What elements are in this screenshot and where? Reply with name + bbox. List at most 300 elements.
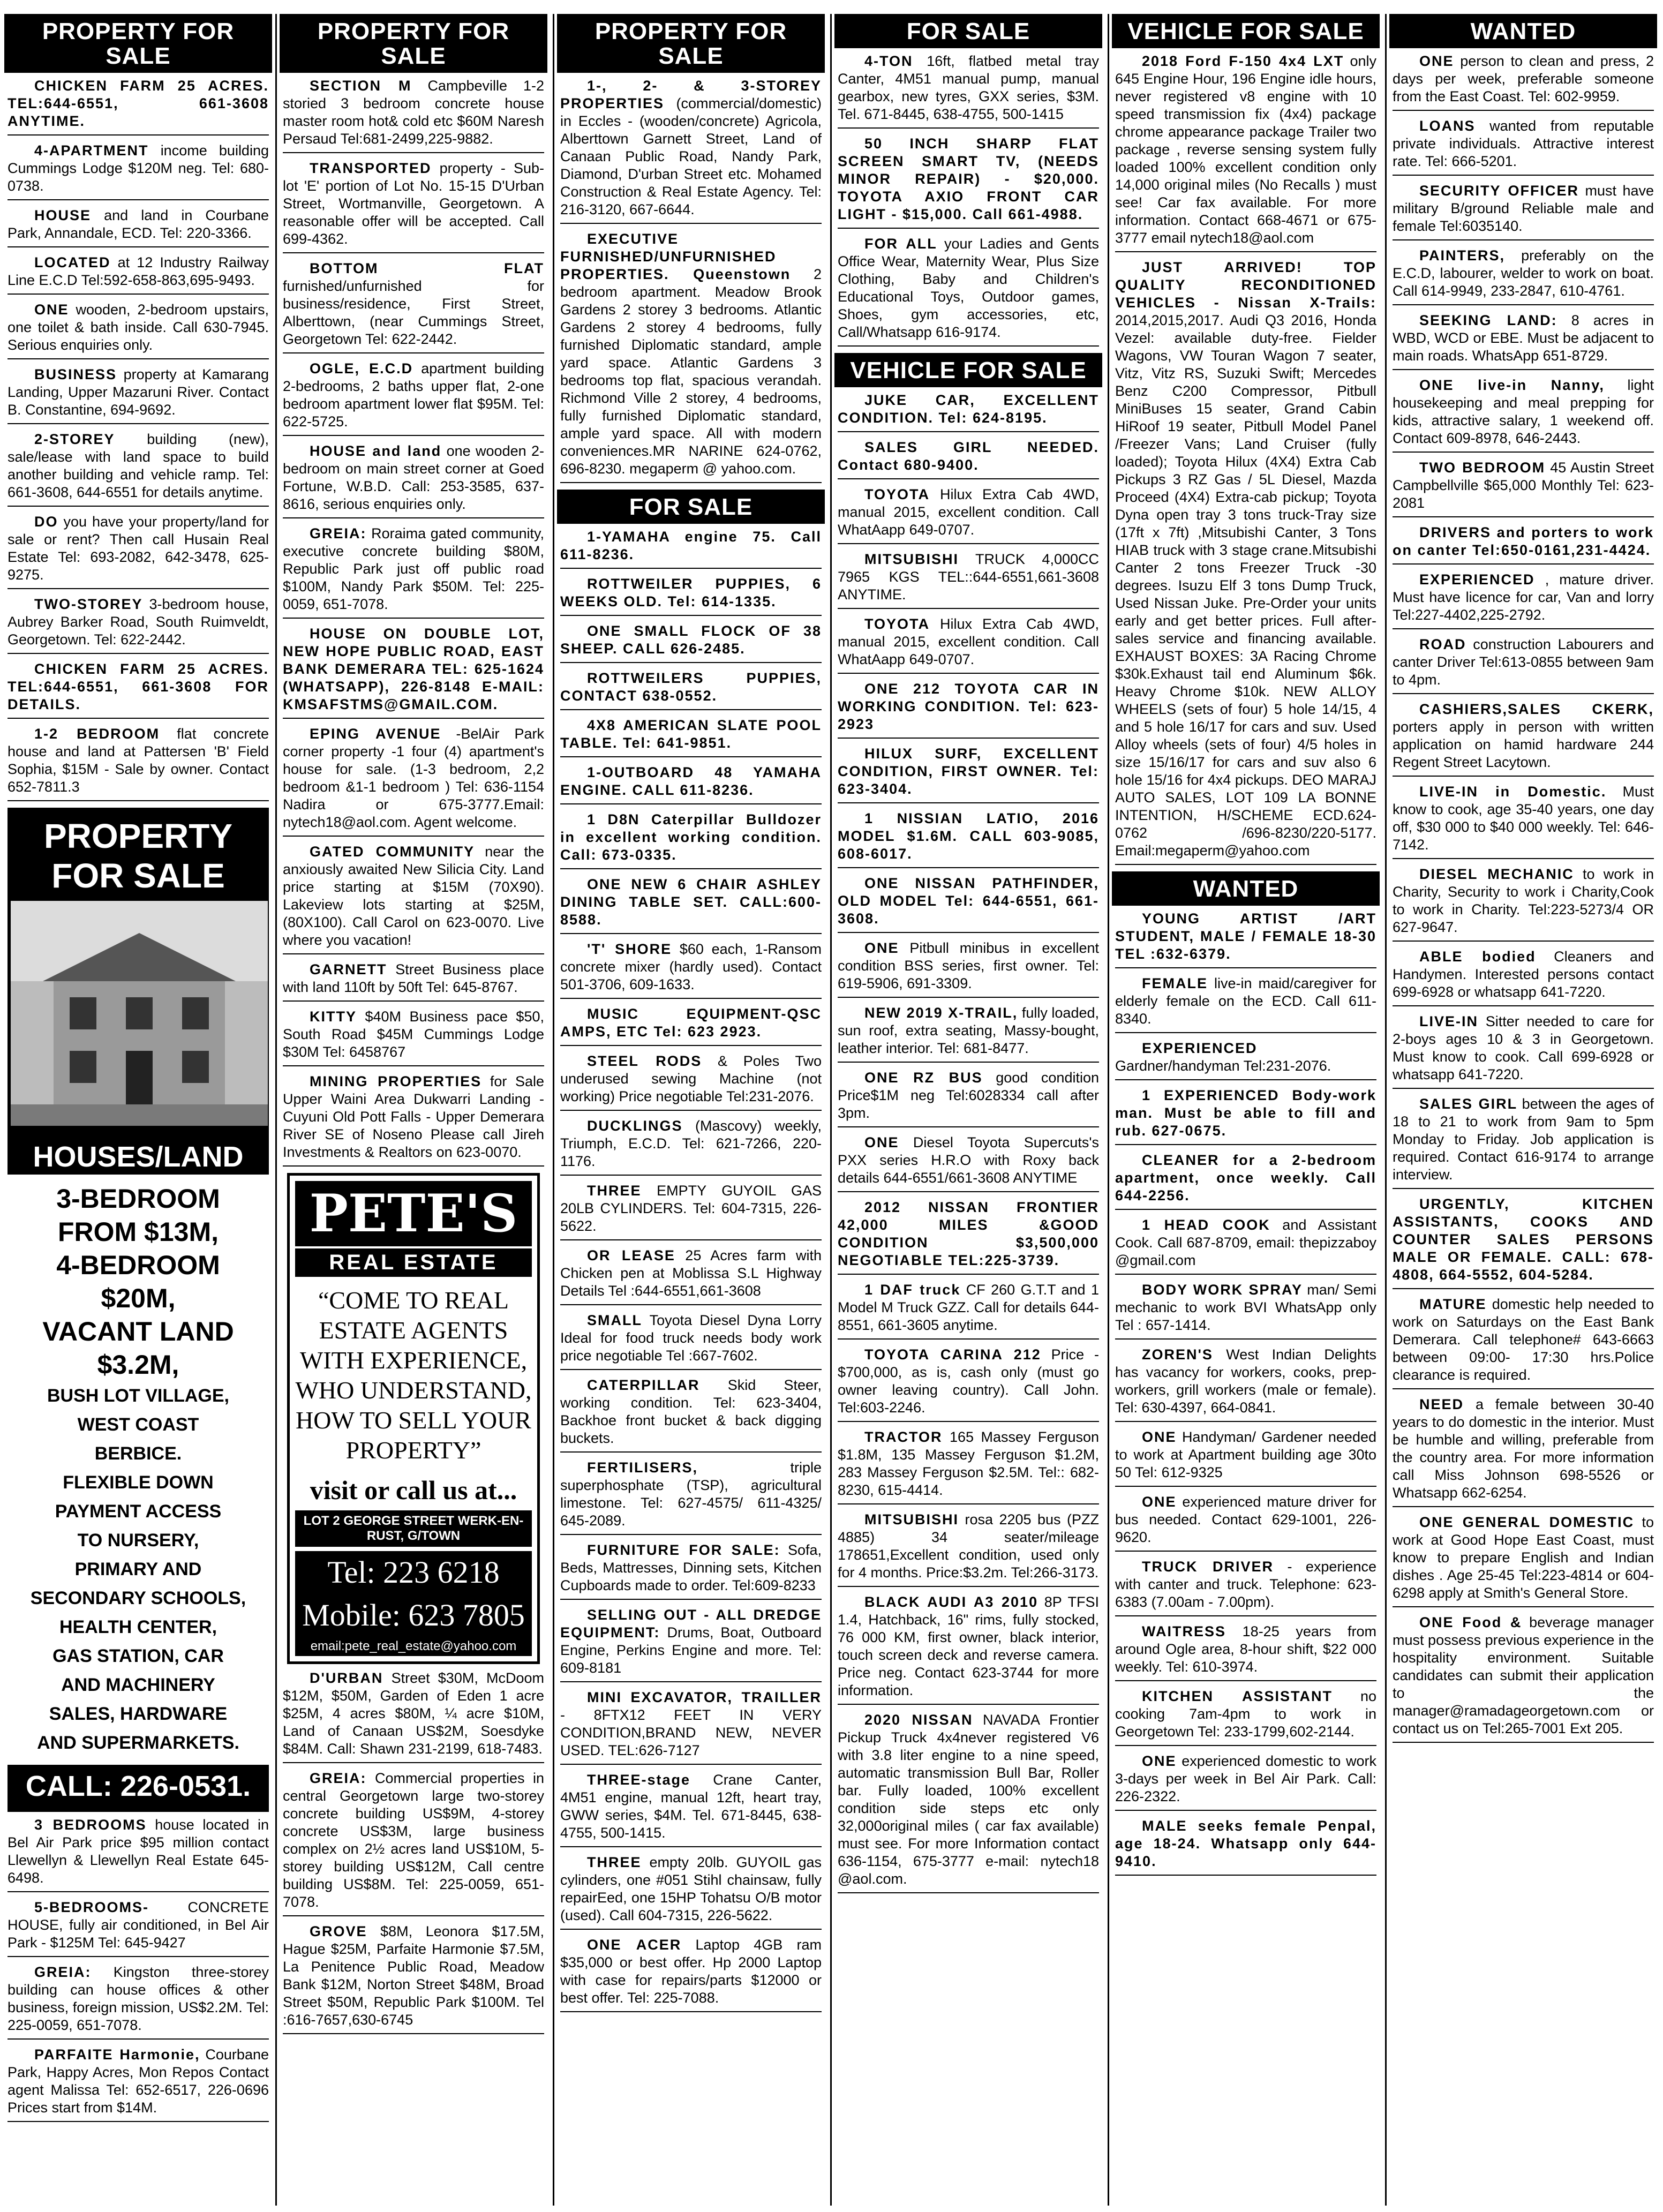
classified-ad xyxy=(1393,701,1654,777)
ad-lead: LOANS xyxy=(1419,118,1476,134)
ad-lead: BUSINESS xyxy=(34,366,117,382)
classified-ad xyxy=(1115,1752,1376,1811)
ad-lead: 1-OUTBOARD 48 YAMAHA ENGINE. CALL 611-8236. xyxy=(560,764,822,798)
ad-lead: CATERPILLAR xyxy=(587,1377,700,1393)
ad-text: CF 260 G.T.T and 1 Model M Truck GZZ. Call for details 644-8551, 661-3605 anytime. xyxy=(838,1282,1099,1333)
section-header: PROPERTY FOR SALE xyxy=(280,14,547,73)
ad-lead: TOYOTA xyxy=(864,486,930,502)
ad-text: (commercial/domestic) in Eccles - (wooden/concrete) Agricola, Alberttown Garnett Street, Land of Canaan Public Road, Nandy Park, Diamond, D'urban Street etc. Mohamed Construction & Real Estate Agency. Tel: 216-3120, 667-6644. xyxy=(560,95,822,217)
ad-lead: D'URBAN xyxy=(310,1670,383,1686)
ad-lead: MATURE xyxy=(1419,1296,1487,1312)
ad-text: furnished/unfurnished for business/residence, First Street, Alberttown, (near Cummings Street, Georgetown Tel: 622-2442. xyxy=(283,278,544,347)
ads-list-2 xyxy=(834,392,1102,1893)
ad-lead: FURNITURE FOR SALE: xyxy=(587,1542,780,1558)
ad-lead: LOCATED xyxy=(34,254,111,270)
ad-lead: HILUX SURF, EXCELLENT CONDITION, FIRST OWNER. Tel: 623-3404. xyxy=(838,746,1099,797)
classified-ad xyxy=(283,725,544,837)
classified-ad xyxy=(560,1854,822,1930)
classified-ad xyxy=(1393,1296,1654,1389)
classified-ad xyxy=(838,1281,1099,1340)
ad-text: to work at Good Hope East Coast, must know to prepare English and Indian dishes . Age 25-45 Tel:223-4814 or 604-6298 apply at Smith's General Store. xyxy=(1393,1514,1654,1601)
classified-ad xyxy=(1393,247,1654,305)
classified-ad xyxy=(1115,1558,1376,1616)
column-divider xyxy=(275,14,277,2206)
classified-ad xyxy=(1115,1817,1376,1876)
classified-ad xyxy=(1115,1281,1376,1340)
ad-text: wooden, 2-bedroom upstairs, one toilet & bath inside. Call 630-7945. Serious enquiries only. xyxy=(7,302,269,353)
ad-text: Drums, Boat, Outboard Engine, Perkins Engine and more. Tel: 609-8181 xyxy=(560,1624,822,1676)
classified-ad xyxy=(838,235,1099,347)
ad-text: to work in Charity, Security to work i Charity,Cook to work in Charity. Tel:223-5273/4 OR 627-9647. xyxy=(1393,866,1654,935)
ad-text: 2 bedroom apartment. Meadow Brook Gardens 2 storey 3 bedrooms. Atlantic Gardens 2 storey 4 bedrooms, fully furnished Diplomatic standard, ample yard space. Atlantic Gardens 3 bedrooms top flat, spacious verandah. Richmond Ville 2 storey, 4 bedrooms, fully furnished Diplomatic standard, ample yard space. All with modern conveniences.MR NARINE 624-0762, 696-8230. megaperm @ yahoo.com. xyxy=(560,266,822,477)
promo-offer xyxy=(11,1182,266,1381)
ad-lead: FEMALE xyxy=(1142,975,1208,991)
classified-ad xyxy=(283,1073,544,1167)
ad-text: apartment building 2-bedrooms, 2 baths upper flat, 2-one bedroom apartment lower flat $95M. Tel: 622-5725. xyxy=(283,360,544,430)
ad-text: person to clean and press, 2 days per week, preferable someone from the East Coast. Tel: 602-9959. xyxy=(1393,53,1654,104)
ad-lead: ONE SMALL FLOCK OF 38 SHEEP. CALL 626-2485. xyxy=(560,623,822,657)
ad-text: Toyota Diesel Dyna Lorry Ideal for food truck needs body work price negotiable Tel :667-7602. xyxy=(560,1312,822,1364)
classified-ad xyxy=(283,1770,544,1916)
promo-line: $3.2M, xyxy=(97,1350,179,1380)
ad-lead: 5-BEDROOMS- xyxy=(34,1899,149,1915)
ad-lead: 2018 Ford F-150 4x4 LXT xyxy=(1142,53,1344,69)
classified-ad xyxy=(1393,1013,1654,1089)
ad-lead: PAINTERS, xyxy=(1419,247,1506,264)
section-header: VEHICLE FOR SALE xyxy=(1112,14,1380,48)
classified-ad xyxy=(7,725,269,801)
promo-line: FLEXIBLE DOWN xyxy=(63,1472,214,1493)
ad-text: Laptop 4GB ram $35,000 or best offer. Hp 2000 Laptop with case for repairs/parts $12000 or best offer. Tel: 225-7088. xyxy=(560,1937,822,2006)
ad-lead: 1-, 2- & 3-STOREY PROPERTIES xyxy=(560,78,822,111)
ad-lead: NEW 2019 X-TRAIL, xyxy=(864,1005,1018,1021)
ad-lead: THREE-stage xyxy=(587,1772,691,1788)
ad-text: 16ft, flatbed metal tray Canter, 4M51 manual pump, manual gearbox, new tyres, GXX series, $3M. Tel. 671-8445, 638-4755, 500-1415 xyxy=(838,53,1099,122)
ad-lead: 1 HEAD COOK xyxy=(1142,1217,1270,1233)
classified-ad xyxy=(838,1593,1099,1705)
ad-text: wanted from reputable private individuals. Attractive interest rate. Tel: 666-5201. xyxy=(1393,118,1654,169)
petes-mobile: Mobile: 623 7805 xyxy=(295,1594,532,1637)
section-header: FOR SALE xyxy=(834,14,1102,48)
ad-lead: GATED COMMUNITY xyxy=(310,844,475,860)
classified-ad xyxy=(283,77,544,153)
classified-ad xyxy=(560,1182,822,1240)
ad-text: $8M, Leonora $17.5M, Hague $25M, Parfaite Harmonie $7.5M, La Penitence Public Road, Meadow Bank $12M, Norton Street $48M, Broad Street $50M, Republic Park $100M. Tel :616-7657,630-6745 xyxy=(283,1923,544,2028)
promo-line: TO NURSERY, xyxy=(77,1530,199,1551)
ad-text: building (new), sale/lease with land space to build another building and vehicle ramp. Tel: 661-3608, 644-6551 for details anytime. xyxy=(7,431,269,500)
ad-text: (Mascovy) weekly, Triumph, E.C.D. Tel: 621-7266, 220-1176. xyxy=(560,1118,822,1169)
classified-ad xyxy=(838,615,1099,674)
classified-ad xyxy=(560,575,822,616)
classified-ad xyxy=(838,392,1099,432)
ad-text: TRUCK 4,000CC 7965 KGS TEL::644-6551,661-3608 ANYTIME. xyxy=(838,551,1099,603)
ad-lead: GREIA: xyxy=(34,1964,92,1980)
classified-ad xyxy=(283,525,544,619)
ad-lead: CASHIERS,SALES CKERK, xyxy=(1419,701,1654,717)
ads-list-2 xyxy=(1112,910,1380,1876)
promo-line: WEST COAST xyxy=(77,1415,199,1435)
ad-lead: TRUCK DRIVER xyxy=(1142,1559,1274,1575)
classified-ad xyxy=(838,52,1099,129)
classified-ad xyxy=(283,1923,544,2034)
ad-lead: ONE live-in Nanny, xyxy=(1419,377,1605,393)
ad-lead: ONE xyxy=(1142,1753,1177,1769)
classified-ad xyxy=(283,260,544,353)
ad-text: Courbane Park, Happy Acres, Mon Repos Contact agent Malissa Tel: 652-6517, 226-0696 Prices start from $14M. xyxy=(7,2047,269,2116)
classified-ad xyxy=(283,360,544,436)
promo-subtitle: HOUSES/LAND xyxy=(33,1141,244,1173)
classified-ad xyxy=(7,1816,269,1892)
column-3 xyxy=(557,14,825,2206)
classified-ad xyxy=(7,513,269,589)
ad-lead: 1 D8N Caterpillar Bulldozer in excellent working condition. Call: 673-0335. xyxy=(560,811,822,863)
ad-lead: HOUSE and land xyxy=(310,443,442,459)
ad-lead: ONE NEW 6 CHAIR ASHLEY DINING TABLE SET. CALL:600-8588. xyxy=(560,876,822,928)
ad-text: - 8FTX12 FEET IN VERY CONDITION,BRAND NEW, NEVER USED. TEL:626-7127 xyxy=(560,1707,822,1758)
ad-text: , mature driver. Must have licence for car, Van and lorry Tel:227-4402,225-2792. xyxy=(1393,571,1654,623)
ad-lead: KITCHEN ASSISTANT xyxy=(1142,1688,1333,1704)
ad-lead: 2020 NISSAN xyxy=(864,1712,973,1728)
classified-ad xyxy=(838,1199,1099,1275)
classified-ad xyxy=(1393,571,1654,629)
ad-lead: TRANSPORTED xyxy=(310,160,432,176)
petes-logo-subtitle: REAL ESTATE xyxy=(295,1248,532,1277)
ad-text: 2014,2015,2017. Audi Q3 2016, Honda Vezel: available duty-free. Fielder Wagons, VW Touran Wagon 7 seater, Vitz, Vitz RS, Suzuki Swift; Mercedes Benz C200 Compressor, Pitbull MiniBuses 15 seater, Grand Cabin HiRoof 19 seater, Pitbull Model Panel /Freezer Vans; Land Cruiser (fully loaded); Toyota Hilux (4X4) Extra Cab Pickups 3 RZ Gas / 5L Diesel, Mazda Proceed (4X4) Extra-cab pickup; Toyota Dyna open tray 3 tons truck-Tray size (17ft x 7ft) ,Mitsubishi Canter, 3 Tons HIAB truck with 3 stage crane.Mitsubishi Canter 2 tons Freezer Truck -30 degrees. Isuzu Elf 3 tons Dump Truck, Used Nissan Juke. Pre-Order your units early and get better prices. Full after-sales service and financing available. EXHAUST BOXES: 3A Racing Chrome $30k.Exhaust tail end Aluminum $6k. Heavy Chrome $10k. NEW ALLOY WHEELS (sets of four) 5 hole 14/15, 4 and 5 hole 16/17 for cars and suv. Used Alloy wheels (sets of four) 4/5 holes in size 15/16/17 for cars and suv also 6 hole 15/16 for 4x4 pickups. DEO MARAJ AUTO SALES, LOT 109 LA BONNE INTENTION, H/SCHEME ECD.624-0762 /696-8230/220-5177. Email:megaperm@yahoo.com xyxy=(1115,312,1376,859)
promo-line: 3-BEDROOM xyxy=(56,1184,220,1214)
ad-lead: MALE seeks female Penpal, age 18-24. Whatsapp only 644-9410. xyxy=(1115,1818,1376,1869)
classified-ad xyxy=(7,142,269,200)
ad-text: 45 Austin Street Campbellville $65,000 Monthly Tel: 623-2081 xyxy=(1393,460,1654,511)
ad-lead: THREE xyxy=(587,1183,642,1199)
column-divider xyxy=(1108,14,1109,2206)
ad-lead: SALES GIRL NEEDED. Contact 680-9400. xyxy=(838,439,1099,473)
classified-ad xyxy=(1393,1614,1654,1743)
ad-text: your Ladies and Gents Office Wear, Maternity Wear, Plus Size Clothing, Baby and Children's Educational Toys, Outdoor games, Shoes, gym accessories, etc, Call/Whatsapp 616-9174. xyxy=(838,236,1099,340)
column-4 xyxy=(834,14,1102,2206)
ad-text: Crane Canter, 4M51 engine, manual 12ft, heart tray, GWW series, $4M. Tel. 671-8445, 638-4755, 500-1415. xyxy=(560,1772,822,1841)
ad-lead: 1-YAMAHA engine 75. Call 611-8236. xyxy=(560,529,822,562)
classified-ad xyxy=(1393,377,1654,453)
ad-lead: TWO-STOREY xyxy=(34,596,143,612)
ad-lead: HOUSE ON DOUBLE LOT, NEW HOPE PUBLIC ROAD, EAST BANK DEMERARA TEL: 625-1624 (WHATSAPP), 226-8148 E-MAIL: KMSAFSTMS@GMAIL.COM. xyxy=(283,626,544,712)
ad-lead: ABLE bodied xyxy=(1419,949,1536,965)
classified-ad xyxy=(283,625,544,719)
classified-ad xyxy=(1115,1493,1376,1552)
section-header-2: FOR SALE xyxy=(557,490,825,524)
ad-text: 8P TFSI 1.4, Hatchback, 16" rims, fully stocked, 76 000 KM, first owner, black interior, touch screen deck and reverse camera. Price neg. Contact 623-3744 for more information. xyxy=(838,1594,1099,1698)
ad-lead: 1 EXPERIENCED Body-work man. Must be able to fill and rub. 627-0675. xyxy=(1115,1087,1376,1139)
classified-ad xyxy=(283,160,544,253)
ad-text: Skid Steer, working condition. Tel: 623-3404, Backhoe front bucket & back digging buckets. xyxy=(560,1377,822,1446)
ad-text: West Indian Delights has vacancy for workers, cooks, prep-workers, grill workers (male or female). Tel: 630-4397, 664-0841. xyxy=(1115,1346,1376,1416)
ad-lead: URGENTLY, KITCHEN ASSISTANTS, COOKS AND COUNTER SALES PERSONS MALE OR FEMALE. CALL: 678-4808, 664-5552, 604-5284. xyxy=(1393,1196,1654,1283)
ad-lead: THREE xyxy=(587,1854,642,1870)
ad-text: only 645 Engine Hour, 196 Engine idle hours, never registered v8 engine with 10 speed transmission fix (4x4) package chrome appearance package Trailer two package , reverse sensing system fully loaded 100% excellent condition only 14,000 original miles (No Recalls ) must see! Car fax available. For more information. Contact 668-4671 or 675-3777 email nytech18@aol.com xyxy=(1115,53,1376,246)
classified-ad xyxy=(7,2046,269,2122)
ad-lead: EXPERIENCED xyxy=(1419,571,1535,588)
classified-ad xyxy=(1115,259,1376,865)
column-2 xyxy=(280,14,547,2206)
ad-text: CONCRETE HOUSE, fully air conditioned, in Bel Air Park - $125M Tel: 645-9427 xyxy=(7,1899,269,1951)
ad-lead: ONE GENERAL DOMESTIC xyxy=(1419,1514,1635,1530)
ad-text: empty 20lb. GUYOIL gas cylinders, one #051 Stihl chainsaw, fully repairEed, one 15HP Tohatsu O/B motor (used). Call 604-7315, 226-5622. xyxy=(560,1854,822,1923)
ad-text: property at Kamarang Landing, Upper Mazaruni River. Contact B. Constantine, 694-9692. xyxy=(7,366,269,418)
column-5 xyxy=(1112,14,1380,2206)
ad-lead: BOTTOM FLAT xyxy=(310,260,544,276)
ad-text: Pitbull minibus in excellent condition BSS series, first owner. Tel: 619-5906, 691-3309. xyxy=(838,940,1099,991)
ad-lead: 4X8 AMERICAN SLATE POOL TABLE. Tel: 641-9851. xyxy=(560,717,822,751)
classified-ad xyxy=(1115,1040,1376,1080)
classified-ad xyxy=(7,207,269,247)
ad-text: preferably on the E.C.D, labourer, welder to work on boat. Call 614-9949, 233-2847, 610-4761. xyxy=(1393,247,1654,299)
classified-ad xyxy=(560,528,822,569)
ad-text: income building Cummings Lodge $120M neg. Tel: 680-0738. xyxy=(7,142,269,194)
classified-ad xyxy=(1115,1428,1376,1487)
classified-ad xyxy=(1115,910,1376,968)
ad-lead: ONE 212 TOYOTA CAR IN WORKING CONDITION. Tel: 623-2923 xyxy=(838,681,1099,732)
classified-ad xyxy=(283,961,544,1002)
classified-ad xyxy=(1393,1195,1654,1289)
ads-list-2 xyxy=(4,1816,272,2122)
ad-text: Street $30M, McDoom $12M, $50M, Garden of Eden 1 acre $25M, 4 acres $80M, ¼ acre $10M, Land of Canaan US$2M, Soesdyke $84M. Call: Shawn 231-2199, 618-7483. xyxy=(283,1670,544,1757)
ad-lead: 1-2 BEDROOM xyxy=(34,726,160,742)
ad-text: experienced domestic to work 3-days per week in Bel Air Park. Call: 226-2322. xyxy=(1115,1753,1376,1804)
ad-text: between the ages of 18 to 21 to work from 9am to 5pm Monday to Friday. Job application is required. Contact 616-9174 to arrange interview. xyxy=(1393,1096,1654,1183)
ad-lead: ROTTWEILER PUPPIES, 6 WEEKS OLD. Tel: 614-1335. xyxy=(560,576,822,610)
ad-lead: 2012 NISSAN FRONTIER 42,000 MILES &GOOD CONDITION $3,500,000 NEGOTIABLE TEL:225-3739. xyxy=(838,1199,1099,1268)
ad-text: 18-25 years from around Ogle area, 8-hour shift, $22 000 weekly. Tel: 610-3974. xyxy=(1115,1623,1376,1675)
ads-list xyxy=(280,77,547,1167)
classified-ad xyxy=(1115,1623,1376,1681)
classified-ad xyxy=(1393,1514,1654,1607)
classified-ad xyxy=(560,941,822,999)
ad-lead: ONE xyxy=(864,940,899,956)
ad-text: and land in Courbane Park, Annandale, ECD. Tel: 220-3366. xyxy=(7,207,269,241)
ad-lead: SELLING OUT - ALL DREDGE EQUIPMENT: xyxy=(560,1607,822,1641)
section-header: WANTED xyxy=(1389,14,1657,48)
petes-quote: “COME TO REAL ESTATE AGENTS WITH EXPERIENCE, WHO UNDERSTAND, HOW TO SELL YOUR PROPERTY” xyxy=(295,1286,532,1464)
ad-text: & Poles Two underused sewing Machine (not working) Price negotiable Tel:231-2076. xyxy=(560,1053,822,1104)
ad-text: Street Business place with land 110ft by 50ft Tel: 645-8767. xyxy=(283,961,544,995)
ad-text: construction Labourers and canter Driver Tel:613-0855 between 9am to 4pm. xyxy=(1393,636,1654,688)
classified-ad xyxy=(1393,636,1654,694)
classified-ad xyxy=(838,1711,1099,1893)
ads-list xyxy=(1389,52,1657,1743)
classified-ad xyxy=(7,660,269,719)
promo-line: AND SUPERMARKETS. xyxy=(37,1733,239,1753)
ad-text: Price - $700,000, as is, cash only (must go owner leaving country). Call John. Tel:603-2246. xyxy=(838,1346,1099,1416)
section-header-2: WANTED xyxy=(1112,871,1380,906)
ad-lead: ONE ACER xyxy=(587,1937,682,1953)
ad-lead: ROAD xyxy=(1419,636,1466,652)
ad-lead: GARNETT xyxy=(310,961,387,977)
ad-text: no cooking 7am-4pm to work in Georgetown Tel: 233-1799,602-2144. xyxy=(1115,1688,1376,1740)
classified-ad xyxy=(560,1689,822,1765)
ad-text: near the anxiously awaited New Silicia City. Land price starting at $15M (70X90). Lakeview lots starting at $25M, (80X100). Call Carol on 623-0070. Live where you vacation! xyxy=(283,844,544,948)
ad-lead: ONE xyxy=(864,1134,899,1150)
ad-text: - experience with canter and truck. Telephone: 623-6383 (7.00am - 7.00pm). xyxy=(1115,1559,1376,1610)
ad-lead: DUCKLINGS xyxy=(587,1118,683,1134)
classified-ad xyxy=(1393,459,1654,517)
ad-text: for Sale Upper Waini Area Dukwarri Landing -Cuyuni Old Pott Falls - Upper Demerara River SE of Noseno Please call Jireh Investments & Realtors on 623-0070. xyxy=(283,1073,544,1160)
ad-lead: ONE RZ BUS xyxy=(864,1070,983,1086)
classified-ad xyxy=(560,1459,822,1535)
ad-text: fully loaded, sun roof, extra seating, Massy-bought, leather interior. Tel: 681-8477. xyxy=(838,1005,1099,1056)
ad-lead: JUST ARRIVED! TOP QUALITY RECONDITIONED VEHICLES - Nissan X-Trails: xyxy=(1115,259,1376,311)
column-1 xyxy=(4,14,272,2206)
ad-text: house located in Bel Air Park price $95 million contact Llewellyn & Llewellyn Real Estate 645-6498. xyxy=(7,1817,269,1886)
ad-lead: EXPERIENCED xyxy=(1142,1040,1258,1056)
ad-lead: CHICKEN FARM 25 ACRES. TEL:644-6551, 661-3608 ANYTIME. xyxy=(7,78,269,129)
ad-text: Gardner/handyman Tel:231-2076. xyxy=(1115,1058,1331,1074)
ad-lead: MITSUBISHI xyxy=(864,1511,959,1528)
promo-line: 4-BEDROOM xyxy=(56,1250,220,1280)
classified-ad xyxy=(838,1134,1099,1192)
ad-lead: HOUSE xyxy=(34,207,92,223)
ad-lead: SECURITY OFFICER xyxy=(1419,183,1579,199)
ad-text: Campbeville 1-2 storied 3 bedroom concrete house master room hot& cold etc $60M Naresh Persaud Tel:681-2499,225-9882. xyxy=(283,78,544,147)
classified-ad xyxy=(560,1936,822,2012)
classified-ad xyxy=(1393,948,1654,1006)
ad-text: Must know to cook, age 35-40 years, one day off, $30 000 to $40 000 weekly. Tel: 646-7142. xyxy=(1393,784,1654,853)
ad-lead: GROVE xyxy=(310,1923,367,1939)
ad-lead: ZOREN'S xyxy=(1142,1346,1213,1363)
classified-ad xyxy=(838,939,1099,998)
classified-ad xyxy=(7,596,269,654)
ad-text: Sofa, Beds, Mattresses, Dinning sets, Kitchen Cupboards made to order. Tel:609-8233 xyxy=(560,1542,822,1593)
ad-text: a female between 30-40 years to do domestic in the interior. Must be humble and willing, preferable from the country area. For more information call Miss Johnson 698-5526 or Whatsapp 662-6254. xyxy=(1393,1396,1654,1501)
promo-features xyxy=(11,1381,266,1757)
classified-ad xyxy=(560,230,822,483)
ad-lead: GREIA: xyxy=(310,1770,367,1786)
ad-lead: SALES GIRL xyxy=(1419,1096,1518,1112)
promo-line: $20M, xyxy=(101,1283,176,1313)
ad-lead: DO xyxy=(34,514,58,530)
ad-text: porters apply in person with written application on hamid hardware 244 Regent Street Lacytown. xyxy=(1393,719,1654,770)
ad-text: triple superphosphate (TSP), agricultural limestone. Tel: 627-4575/ 611-4325/ 645-2089. xyxy=(560,1459,822,1529)
ad-lead: STEEL RODS xyxy=(587,1053,702,1069)
promo-line: BUSH LOT VILLAGE, xyxy=(47,1386,229,1406)
promo-line: PAYMENT ACCESS xyxy=(55,1501,222,1522)
ad-text: light housekeeping and meal prepping for kids, attractive salary, 1 weekend off. Contact 609-8978, 646-2443. xyxy=(1393,377,1654,446)
ad-text: one wooden 2-bedroom on main street corner at Goed Fortune, W.B.D. Call: 253-3585, 637-8616, serious enquiries only. xyxy=(283,443,544,512)
classified-ad xyxy=(1115,975,1376,1033)
ad-lead: 3 BEDROOMS xyxy=(34,1817,147,1833)
classified-ad xyxy=(560,1376,822,1453)
ads-list xyxy=(1112,52,1380,865)
ad-text: live-in maid/caregiver for elderly female on the ECD. Call 611-8340. xyxy=(1115,975,1376,1027)
classified-ad xyxy=(7,1899,269,1957)
ad-text: Roraima gated community, executive concrete building $80M, Republic Park just off public road $100M, Nandy Park $50M. Tel: 225-0059, 651-7078. xyxy=(283,525,544,612)
petes-real-estate-ad xyxy=(287,1173,540,1664)
section-header: PROPERTY FOR SALE xyxy=(4,14,272,73)
classified-ad xyxy=(560,77,822,224)
ad-text: -BelAir Park corner property -1 four (4) apartment's house for sale. (1-3 bedroom, 2,2 bedroom &1-1 bedroom ) Tel: 636-1154 Nadira or 675-3777.Email: nytech18@aol.com. Agent welcome. xyxy=(283,726,544,830)
ad-lead: MUSIC EQUIPMENT-QSC AMPS, ETC Tel: 623 2923. xyxy=(560,1006,822,1040)
ad-lead: MINI EXCAVATOR, TRAILLER xyxy=(587,1689,822,1705)
promo-title-2: FOR SALE xyxy=(51,856,225,895)
classified-ad xyxy=(1393,783,1654,859)
classified-ad xyxy=(560,1005,822,1046)
ad-lead: CLEANER for a 2-bedroom apartment, once weekly. Call 644-2256. xyxy=(1115,1152,1376,1203)
ad-text: $60 each, 1-Ransom concrete mixer (hardly used). Contact 501-3706, 609-1633. xyxy=(560,941,822,992)
ad-lead: BODY WORK SPRAY xyxy=(1142,1282,1303,1298)
ad-lead: PARFAITE Harmonie, xyxy=(34,2047,200,2063)
promo-line: AND MACHINERY xyxy=(61,1675,215,1695)
ad-text: Cleaners and Handymen. Interested persons contact 699-6928 or whatsapp 641-7220. xyxy=(1393,949,1654,1000)
ad-lead: 'T' SHORE xyxy=(587,941,672,957)
classified-ad xyxy=(1115,1087,1376,1145)
classified-ad xyxy=(560,1052,822,1111)
ad-text: good condition Price$1M neg Tel:6028334 call after 3pm. xyxy=(838,1070,1099,1121)
ad-lead: 4-APARTMENT xyxy=(34,142,149,159)
ad-lead: OR LEASE xyxy=(587,1247,675,1263)
petes-tel: Tel: 223 6218 xyxy=(295,1551,532,1594)
classified-ad xyxy=(560,622,822,663)
classified-ad xyxy=(838,875,1099,933)
petes-logo: PETE'S xyxy=(295,1181,532,1246)
ads-list-2 xyxy=(557,528,825,2012)
ad-lead: TOYOTA xyxy=(864,616,930,632)
promo-line: HEALTH CENTER, xyxy=(59,1617,217,1637)
ad-lead: EPING AVENUE xyxy=(310,726,441,742)
ad-lead: ONE xyxy=(1142,1429,1177,1445)
ad-lead: KITTY xyxy=(310,1009,357,1025)
classified-ad xyxy=(1393,52,1654,111)
promo-line: FROM $13M, xyxy=(57,1217,219,1247)
ad-text: 3-bedroom house, Aubrey Barker Road, South Ruimveldt, Georgetown. Tel: 622-2442. xyxy=(7,596,269,648)
classified-ad xyxy=(1393,1396,1654,1507)
ad-lead: ONE xyxy=(1142,1494,1177,1510)
petes-email: email:pete_real_estate@yahoo.com xyxy=(295,1637,532,1656)
classified-ad xyxy=(7,254,269,295)
ads-list xyxy=(834,52,1102,347)
petes-address: LOT 2 GEORGE STREET WERK-EN-RUST, G/TOWN xyxy=(295,1510,532,1547)
ad-text: $40M Business pace $50, South Road $45M Cummings Lodge $30M Tel: 6458767 xyxy=(283,1009,544,1060)
ad-lead: TRACTOR xyxy=(864,1429,943,1445)
column-6 xyxy=(1389,14,1657,2206)
promo-call: CALL: 226-0531. xyxy=(25,1770,251,1802)
classified-ad xyxy=(560,1541,822,1600)
classified-ad xyxy=(560,811,822,869)
classified-ad xyxy=(283,1008,544,1066)
ad-lead: ONE xyxy=(34,302,69,318)
classified-ad xyxy=(560,1771,822,1847)
classified-ad xyxy=(560,1606,822,1682)
classified-ad xyxy=(7,366,269,424)
classified-ad xyxy=(1115,1346,1376,1422)
ad-text: Sitter needed to care for 2-boys ages 10 & 3 in Georgetown. Must know to cook. Call 699-6928 or whatsapp 641-7220. xyxy=(1393,1013,1654,1082)
classified-ad xyxy=(838,680,1099,739)
ad-lead: ONE Food & xyxy=(1419,1614,1522,1630)
column-divider xyxy=(553,14,554,2206)
column-divider xyxy=(830,14,832,2206)
ad-lead: CHICKEN FARM 25 ACRES. TEL:644-6551, 661-3608 FOR DETAILS. xyxy=(7,661,269,712)
classified-ad xyxy=(560,669,822,710)
classified-ad xyxy=(1393,312,1654,370)
ad-lead: EXECUTIVE FURNISHED/UNFURNISHED PROPERTIES. Queenstown xyxy=(560,231,791,282)
classified-ad xyxy=(1393,866,1654,942)
ad-lead: TOYOTA CARINA 212 xyxy=(864,1346,1041,1363)
ad-lead: LIVE-IN in Domestic. xyxy=(1419,784,1607,800)
classified-ad xyxy=(838,1004,1099,1063)
classified-ad xyxy=(838,135,1099,229)
ad-text: Handyman/ Gardener needed to work at Apartment building age 30to 50 Tel: 612-9325 xyxy=(1115,1429,1376,1480)
ad-text: NAVADA Frontier Pickup Truck 4x4never registered V6 with 3.8 liter engine to a nine speed, automatic transmission Bull Bar, Roller bar. Fully loaded, 100% excellent condition side steps etc only 32,000original miles ( car fax available) must see. For more Information contact 636-1154, 675-3777 e-mail: nytech18 @aol.com. xyxy=(838,1712,1099,1887)
ad-lead: WAITRESS xyxy=(1142,1623,1226,1639)
ad-lead: ONE NISSAN PATHFINDER, OLD MODEL Tel: 644-6551, 661-3608. xyxy=(838,875,1099,927)
ad-lead: NEED xyxy=(1419,1396,1464,1412)
